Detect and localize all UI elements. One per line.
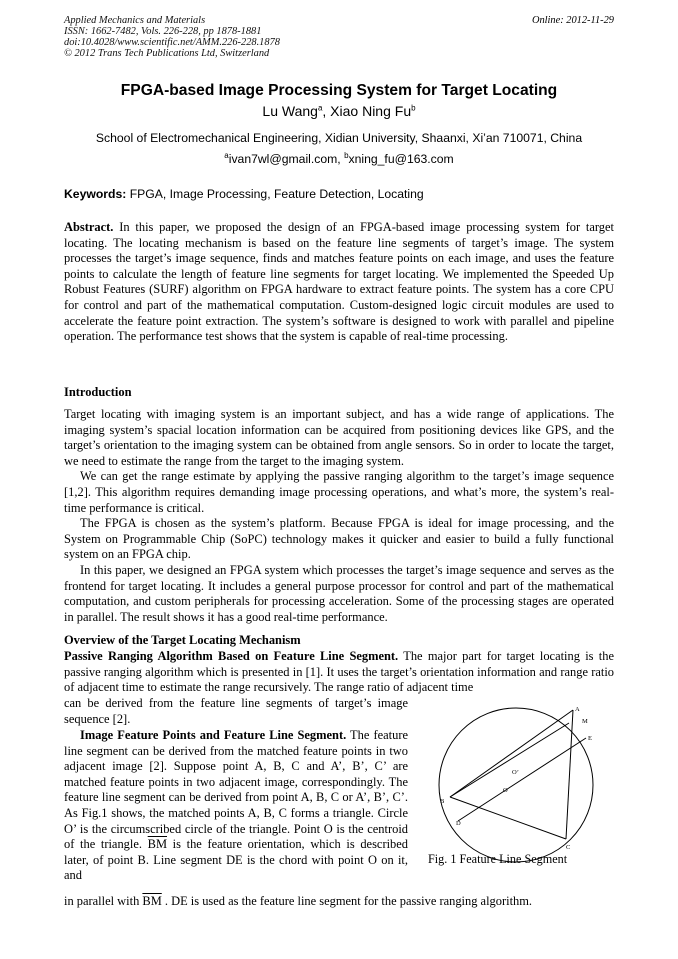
- abstract: [64, 220, 614, 345]
- keywords-text: FPGA, Image Processing, Feature Detection, Locating: [126, 187, 424, 201]
- line-ba: [450, 710, 573, 797]
- intro-paragraph-2: We can get the range estimate by applying the passive ranging algorithm to the target’s image sequence [1,2]. This algorithm requires demanding image processing operations, and what’s more, the system’s real-time performance is critical.: [64, 469, 614, 515]
- label-d: D: [456, 820, 461, 827]
- sub1-text: The major part for target locating is the passive ranging algorithm which is presented in [1]. It uses the target’s orientation information and range ratio of adjacent time to estimate the range recursively. The range ratio of adjacent time: [64, 649, 614, 695]
- introduction-heading: Introduction: [64, 385, 132, 399]
- intro-paragraph-1: Target locating with imaging system is an important subject, and has a wide range of applications. The imaging system’s spacial location information can be acquired from positioning devices like GPS, and the target’s orientation to the imaging system can be obtained from angle sensors. So in order to locate the target, we need to estimate the range from the target to the imaging system.: [64, 407, 614, 468]
- journal-name: Applied Mechanics and Materials: [64, 15, 206, 26]
- authors: [0, 103, 678, 119]
- label-c: C: [566, 844, 571, 851]
- circumscribed-circle: [439, 708, 593, 862]
- intro-paragraph-4: In this paper, we designed an FPGA system which processes the target’s image sequence and serves as the frontend for target locating. It includes a general purpose processor for control and part of the mathematical computation, and custom peripherals for processing acceleration. Some of the processing stages are operated in parallel. The result shows it has a good real-time performance.: [64, 562, 614, 624]
- bm-vector: $\overline{BM}$: [147, 837, 168, 852]
- label-m: M: [582, 718, 588, 725]
- sub2-label: Image Feature Points and Feature Line Segment.: [80, 728, 347, 742]
- sub1-label: Passive Ranging Algorithm Based on Feature Line Segment.: [64, 649, 399, 663]
- line-bc: [450, 797, 566, 839]
- affiliation: School of Electromechanical Engineering, Xidian University, Shaanxi, Xi’an 710071, China: [95, 131, 583, 145]
- author-1-sup: a: [317, 103, 323, 113]
- overview-para-1: [64, 649, 614, 696]
- copyright-line: © 2012 Trans Tech Publications Ltd, Switzerland: [64, 48, 270, 59]
- intro-paragraph-3: The FPGA is chosen as the system’s platform. Because FPGA is ideal for image processing, and the System on Programmable Chip (SoPC) technology makes it quicker and easier to build a fully functional system on an FPGA chip.: [64, 516, 614, 562]
- overview-para-2: [64, 728, 408, 884]
- online-date: Online: 2012-11-29: [531, 15, 614, 26]
- doi-line: doi:10.4028/www.scientific.net/AMM.226-228.1878: [64, 37, 280, 48]
- author-1: Lu Wang: [262, 103, 318, 119]
- email-a: ivan7wl@gmail.com,: [228, 152, 345, 166]
- overview-heading: Overview of the Target Locating Mechanism: [64, 633, 301, 647]
- last-line-b: . DE is used as the feature line segment for the passive ranging algorithm.: [161, 894, 533, 908]
- emails: [0, 152, 678, 166]
- abstract-label: Abstract.: [64, 220, 114, 234]
- paper-title: FPGA-based Image Processing System for Target Locating: [120, 82, 558, 99]
- label-o: O: [503, 787, 508, 794]
- overview-para-1-cont: can be derived from the feature line segments of target’s image sequence [2].: [64, 696, 408, 726]
- line-bm: [450, 723, 569, 797]
- email-a-sup: a: [224, 150, 229, 160]
- issn-line: ISSN: 1662-7482, Vols. 226-228, pp 1878-1881: [64, 26, 262, 37]
- overview-last-line: [64, 894, 614, 910]
- author-2-sup: b: [411, 103, 416, 113]
- figure-1-diagram: [426, 703, 616, 868]
- introduction-body: [64, 407, 614, 625]
- label-o-prime: O’: [512, 769, 519, 776]
- abstract-text: In this paper, we proposed the design of an FPGA-based image processing system for target locating. The locating mechanism is based on the feature line segments of target’s image. The system processes the target’s image sequence, finds and matches feature points on each image, and uses the feature points to calculate the length of feature line segments for target locating. We implemented the Speeded Up Robust Features (SURF) algorithm on FPGA hardware to extract feature points. The system has a core CPU for control and part of the mathematical computation. Custom-designed logic circuit modules are used to accelerate the feature point extraction. The system’s software is designed to work with parallel and pipeline operation. The performance test shows that the system is capable of real-time processing.: [64, 220, 614, 344]
- last-line-a: in parallel with: [64, 894, 143, 908]
- sub2-text: The feature line segment can be derived from the matched feature points in two adjacent image [2]. Suppose point A, B, C and A’, B’, C’ are matched feature points in two adjacent image, correspondingly. The feature line segment can be derived from point A, B, C or A’, B’, C’. As Fig.1 shows, the matched points A, B, C forms a triangle. Circle O’ is the circumscribed circle of the triangle. Point O is the centroid of the triangle.: [64, 728, 408, 852]
- author-2: , Xiao Ning Fu: [322, 103, 412, 119]
- sub2-text-2: is the feature orientation, which is described later, of point B. Line segment DE is the chord with point O on it, and: [64, 837, 408, 883]
- figure-1-caption: Fig. 1 Feature Line Segment: [428, 852, 568, 866]
- label-e: E: [588, 735, 592, 742]
- label-b: B: [440, 798, 445, 805]
- keywords: [64, 187, 624, 201]
- bm-vector-2: $\overline{BM}$: [142, 894, 162, 908]
- email-b-sup: b: [344, 150, 349, 160]
- label-a: A: [575, 706, 580, 713]
- email-b: xning_fu@163.com: [348, 152, 454, 166]
- keywords-label: Keywords:: [64, 187, 127, 201]
